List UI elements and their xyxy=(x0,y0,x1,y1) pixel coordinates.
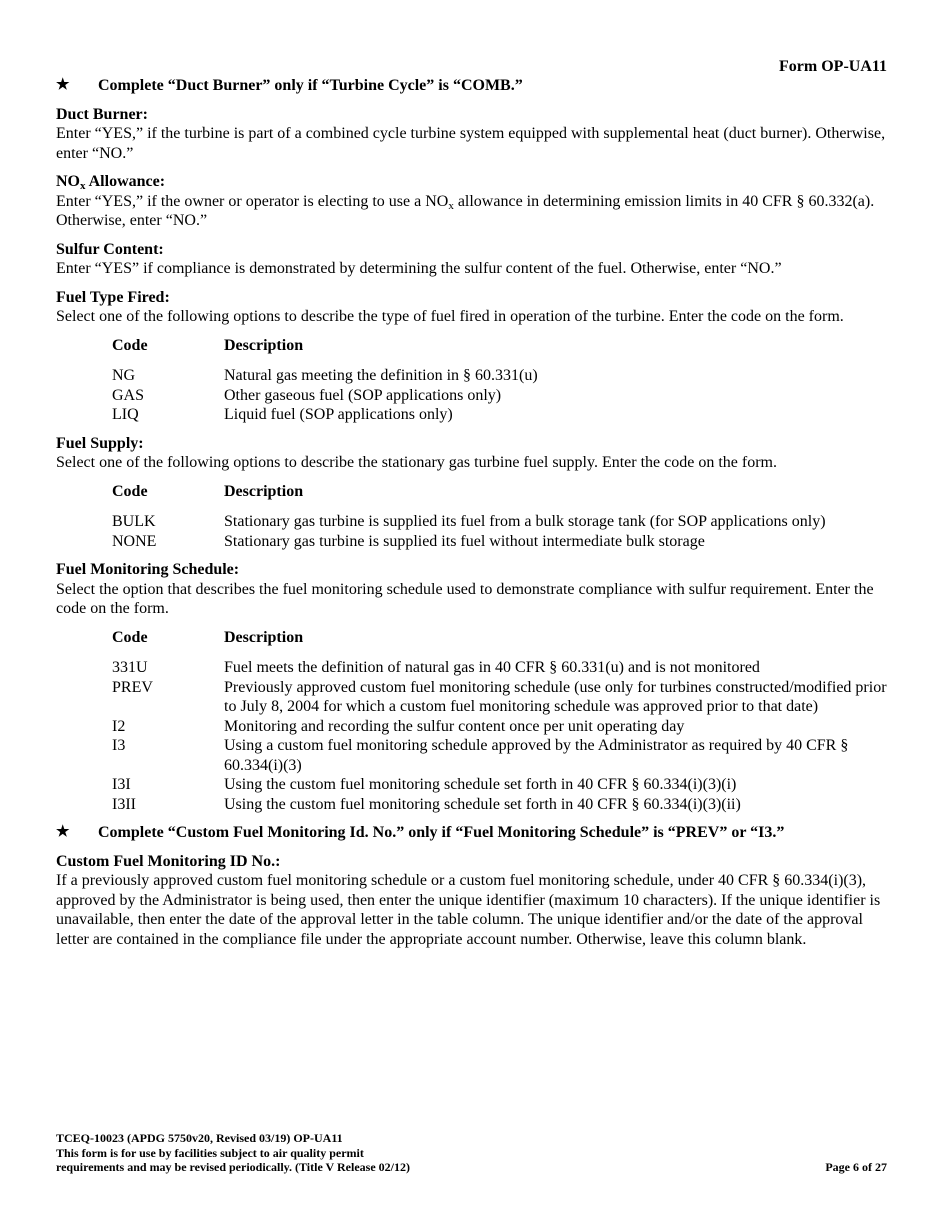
footer-line: requirements and may be revised periodically. (Title V Release 02/12) xyxy=(56,1160,410,1174)
section-custom-fuel-monitoring-id xyxy=(56,852,896,950)
section-title: Sulfur Content: xyxy=(56,240,164,258)
section-title: Custom Fuel Monitoring ID No.: xyxy=(56,852,281,870)
code-table-fuel-monitoring xyxy=(112,628,896,815)
code-cell: LIQ xyxy=(112,406,139,423)
description-cell: Stationary gas turbine is supplied its fuel from a bulk storage tank (for SOP applications only) xyxy=(224,513,826,530)
page-number: Page 6 of 27 xyxy=(825,1160,887,1174)
code-cell: I3I xyxy=(112,776,131,793)
description-cell: Other gaseous fuel (SOP applications only) xyxy=(224,386,502,404)
description-cell: Liquid fuel (SOP applications only) xyxy=(224,406,453,423)
title-subscript: x xyxy=(80,180,86,192)
code-cell: I3 xyxy=(112,737,126,754)
section-sulfur-content xyxy=(56,240,896,279)
code-cell: BULK xyxy=(112,513,156,530)
footer-line: This form is for use by facilities subject to air quality permit xyxy=(56,1145,364,1160)
star-icon: ★ xyxy=(56,824,70,840)
code-cell: NG xyxy=(112,367,136,384)
star-icon: ★ xyxy=(56,77,70,93)
section-title: Duct Burner: xyxy=(56,105,148,123)
body-subscript: x xyxy=(448,199,454,212)
code-cell: 331U xyxy=(112,659,148,676)
column-header-code: Code xyxy=(112,628,148,646)
description-cell: Natural gas meeting the definition in § 60.331(u) xyxy=(224,367,538,384)
body-part: allowance in determining emission limits in 40 CFR § 60.332(a). Otherwise, enter “NO.” xyxy=(56,192,875,229)
section-title xyxy=(56,172,896,192)
description-cell: Using a custom fuel monitoring schedule approved by the Administrator as required by 40 CFR § 60.334(i)(3) xyxy=(224,737,849,774)
code-table-fuel-type xyxy=(112,336,896,425)
table-row xyxy=(112,512,896,532)
column-header-code: Code xyxy=(112,482,148,500)
section-body: Enter “YES,” if the turbine is part of a combined cycle turbine system equipped with supplemental heat (duct burner). Otherwise, enter “NO.” xyxy=(56,125,886,162)
code-cell: I3II xyxy=(112,795,136,813)
description-cell: Using the custom fuel monitoring schedule set forth in 40 CFR § 60.334(i)(3)(ii) xyxy=(224,795,741,813)
table-row xyxy=(112,775,896,795)
description-cell: Stationary gas turbine is supplied its fuel without intermediate bulk storage xyxy=(224,532,705,550)
section-fuel-supply xyxy=(56,434,896,552)
note-duct-burner xyxy=(56,76,896,96)
footer-form-info xyxy=(56,1131,476,1175)
description-cell: Using the custom fuel monitoring schedule set forth in 40 CFR § 60.334(i)(3)(i) xyxy=(224,776,737,793)
table-row xyxy=(112,717,896,737)
description-cell: Fuel meets the definition of natural gas in 40 CFR § 60.331(u) and is not monitored xyxy=(224,659,760,676)
description-cell: Previously approved custom fuel monitoring schedule (use only for turbines constructed/modified prior to July 8, 2004 for which a custom fuel monitoring schedule was approved prior to that date) xyxy=(224,678,887,715)
code-cell: I2 xyxy=(112,717,126,735)
column-header-description: Description xyxy=(224,336,304,354)
body-part: Enter “YES,” if the owner or operator is electing to use a NO xyxy=(56,192,449,210)
section-fuel-monitoring-schedule xyxy=(56,560,896,814)
code-cell: PREV xyxy=(112,678,153,696)
section-title: Fuel Type Fired: xyxy=(56,288,170,306)
note-custom-fuel-monitoring xyxy=(56,823,896,843)
title-prefix: NO xyxy=(56,173,80,190)
table-row xyxy=(112,366,896,386)
section-duct-burner xyxy=(56,105,896,164)
footer-line: TCEQ-10023 (APDG 5750v20, Revised 03/19) OP-UA11 xyxy=(56,1131,343,1145)
section-body: Enter “YES” if compliance is demonstrated by determining the sulfur content of the fuel. Otherwise, enter “NO.” xyxy=(56,260,782,277)
form-id: Form OP-UA11 xyxy=(779,58,887,75)
section-body: Select the option that describes the fuel monitoring schedule used to demonstrate compliance with sulfur requirement. Enter the code on the form. xyxy=(56,580,874,617)
section-body: Select one of the following options to describe the stationary gas turbine fuel supply. Enter the code on the form. xyxy=(56,454,777,471)
table-header-row xyxy=(112,628,896,659)
code-cell: GAS xyxy=(112,386,145,404)
section-body: If a previously approved custom fuel monitoring schedule or a custom fuel monitoring schedule, under 40 CFR § 60.334(i)(3), approved by the Administrator is being used, then enter the unique identifier (maximum 10 characters). If the unique identifier is unavailable, then enter the date of the approval letter in the table column. The unique identifier and/or the date of the approval letter are contained in the compliance file under the appropriate account number. Otherwise, leave this column blank. xyxy=(56,872,881,948)
note-text: Complete “Duct Burner” only if “Turbine Cycle” is “COMB.” xyxy=(98,77,523,94)
table-row xyxy=(112,386,896,406)
table-row xyxy=(112,678,896,717)
table-row xyxy=(112,736,896,775)
title-suffix: Allowance: xyxy=(85,173,166,190)
section-body xyxy=(56,192,896,231)
table-header-row xyxy=(112,336,896,367)
code-cell: NONE xyxy=(112,532,157,550)
column-header-description: Description xyxy=(224,628,304,646)
section-body: Select one of the following options to describe the type of fuel fired in operation of the turbine. Enter the code on the form. xyxy=(56,308,844,325)
page-content xyxy=(56,76,896,958)
section-fuel-type-fired xyxy=(56,288,896,425)
section-nox-allowance xyxy=(56,172,896,231)
table-row xyxy=(112,405,896,425)
section-title: Fuel Supply: xyxy=(56,434,144,452)
table-row xyxy=(112,532,896,552)
column-header-description: Description xyxy=(224,482,304,500)
table-header-row xyxy=(112,482,896,513)
table-row xyxy=(112,795,896,815)
description-cell: Monitoring and recording the sulfur content once per unit operating day xyxy=(224,717,685,735)
section-title: Fuel Monitoring Schedule: xyxy=(56,561,240,578)
note-text: Complete “Custom Fuel Monitoring Id. No.” only if “Fuel Monitoring Schedule” is “PREV” or “I3.” xyxy=(98,824,785,841)
code-table-fuel-supply xyxy=(112,482,896,552)
table-row xyxy=(112,658,896,678)
column-header-code: Code xyxy=(112,336,148,354)
